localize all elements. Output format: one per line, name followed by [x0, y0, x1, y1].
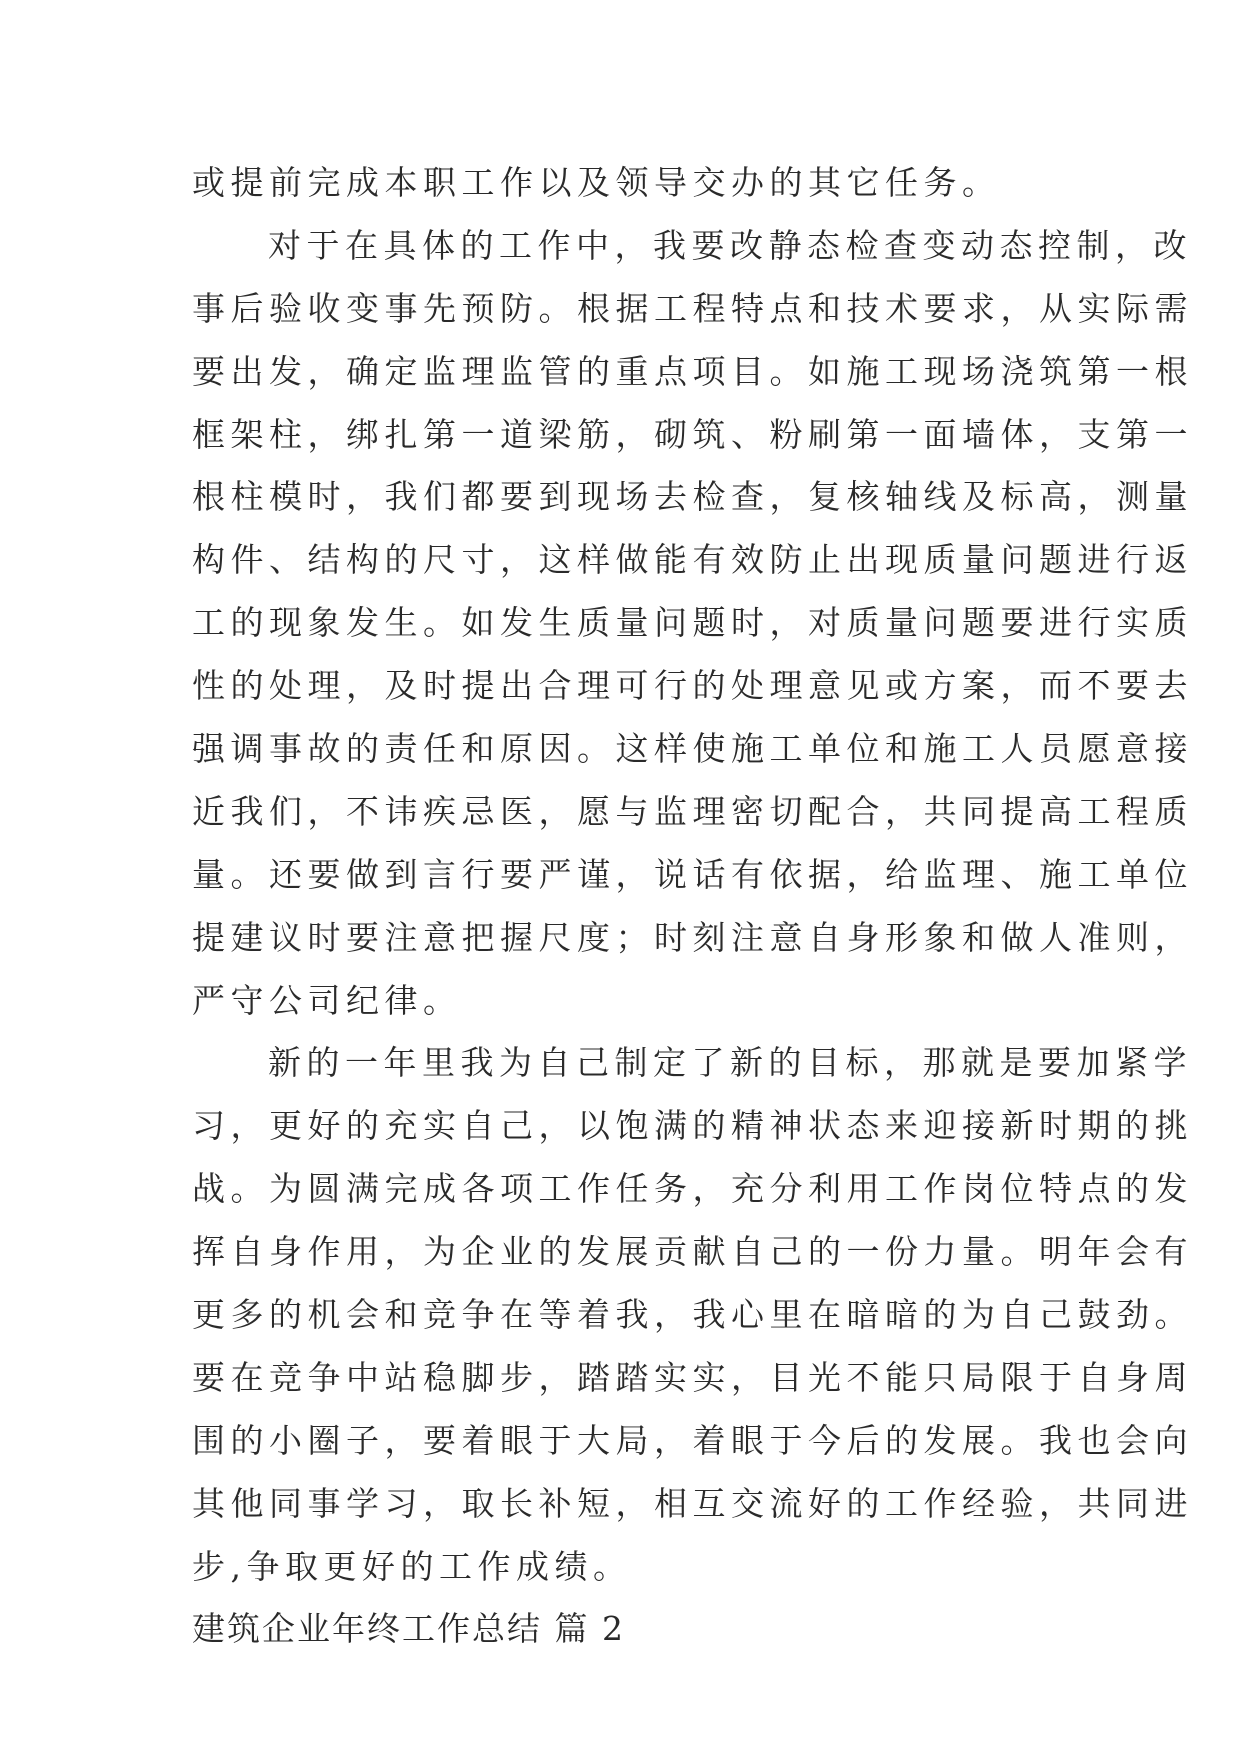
paragraph-line: 更多的机会和竞争在等着我，我心里在暗暗的为自己鼓劲。	[192, 1295, 1193, 1335]
paragraph-line: 事后验收变事先预防。根据工程特点和技术要求，从实际需	[192, 288, 1193, 328]
paragraph-line: 框架柱，绑扎第一道梁筋，砌筑、粉刷第一面墙体，支第一	[192, 414, 1193, 454]
paragraph-line: 提建议时要注意把握尺度；时刻注意自身形象和做人准则，	[192, 917, 1193, 957]
paragraph-line: 强调事故的责任和原因。这样使施工单位和施工人员愿意接	[192, 729, 1193, 769]
paragraph-line: 挥自身作用，为企业的发展贡献自己的一份力量。明年会有	[192, 1232, 1193, 1272]
paragraph-line: 工的现象发生。如发生质量问题时，对质量问题要进行实质	[192, 603, 1193, 643]
paragraph-line: 习，更好的充实自己，以饱满的精神状态来迎接新时期的挑	[192, 1106, 1193, 1146]
paragraph-line: 构件、结构的尺寸，这样做能有效防止出现质量问题进行返	[192, 540, 1193, 580]
section-heading: 建筑企业年终工作总结 篇 2	[192, 1609, 625, 1649]
paragraph-line: 量。还要做到言行要严谨，说话有依据，给监理、施工单位	[192, 854, 1193, 894]
paragraph-line: 要在竞争中站稳脚步，踏踏实实，目光不能只局限于自身周	[192, 1357, 1193, 1397]
paragraph-line: 或提前完成本职工作以及领导交办的其它任务。	[192, 163, 1001, 202]
paragraph-line: 对于在具体的工作中，我要改静态检查变动态控制，改	[268, 225, 1192, 265]
document-body	[192, 152, 1193, 1661]
paragraph-line: 根柱模时，我们都要到现场去检查，复核轴线及标高，测量	[192, 477, 1193, 517]
paragraph-line: 其他同事学习，取长补短，相互交流好的工作经验，共同进	[192, 1483, 1193, 1523]
paragraph-line: 严守公司纪律。	[192, 980, 462, 1020]
paragraph-line: 战。为圆满完成各项工作任务，充分利用工作岗位特点的发	[192, 1169, 1193, 1209]
paragraph-line: 围的小圈子，要着眼于大局，着眼于今后的发展。我也会向	[192, 1420, 1193, 1460]
paragraph-line: 性的处理，及时提出合理可行的处理意见或方案，而不要去	[192, 666, 1193, 706]
paragraph-line: 要出发，确定监理监管的重点项目。如施工现场浇筑第一根	[192, 351, 1193, 391]
paragraph-line: 近我们，不讳疾忌医，愿与监理密切配合，共同提高工程质	[192, 791, 1193, 831]
paragraph-line: 步,争取更好的工作成绩。	[192, 1546, 632, 1586]
paragraph-line: 新的一年里我为自己制定了新的目标，那就是要加紧学	[268, 1043, 1192, 1083]
